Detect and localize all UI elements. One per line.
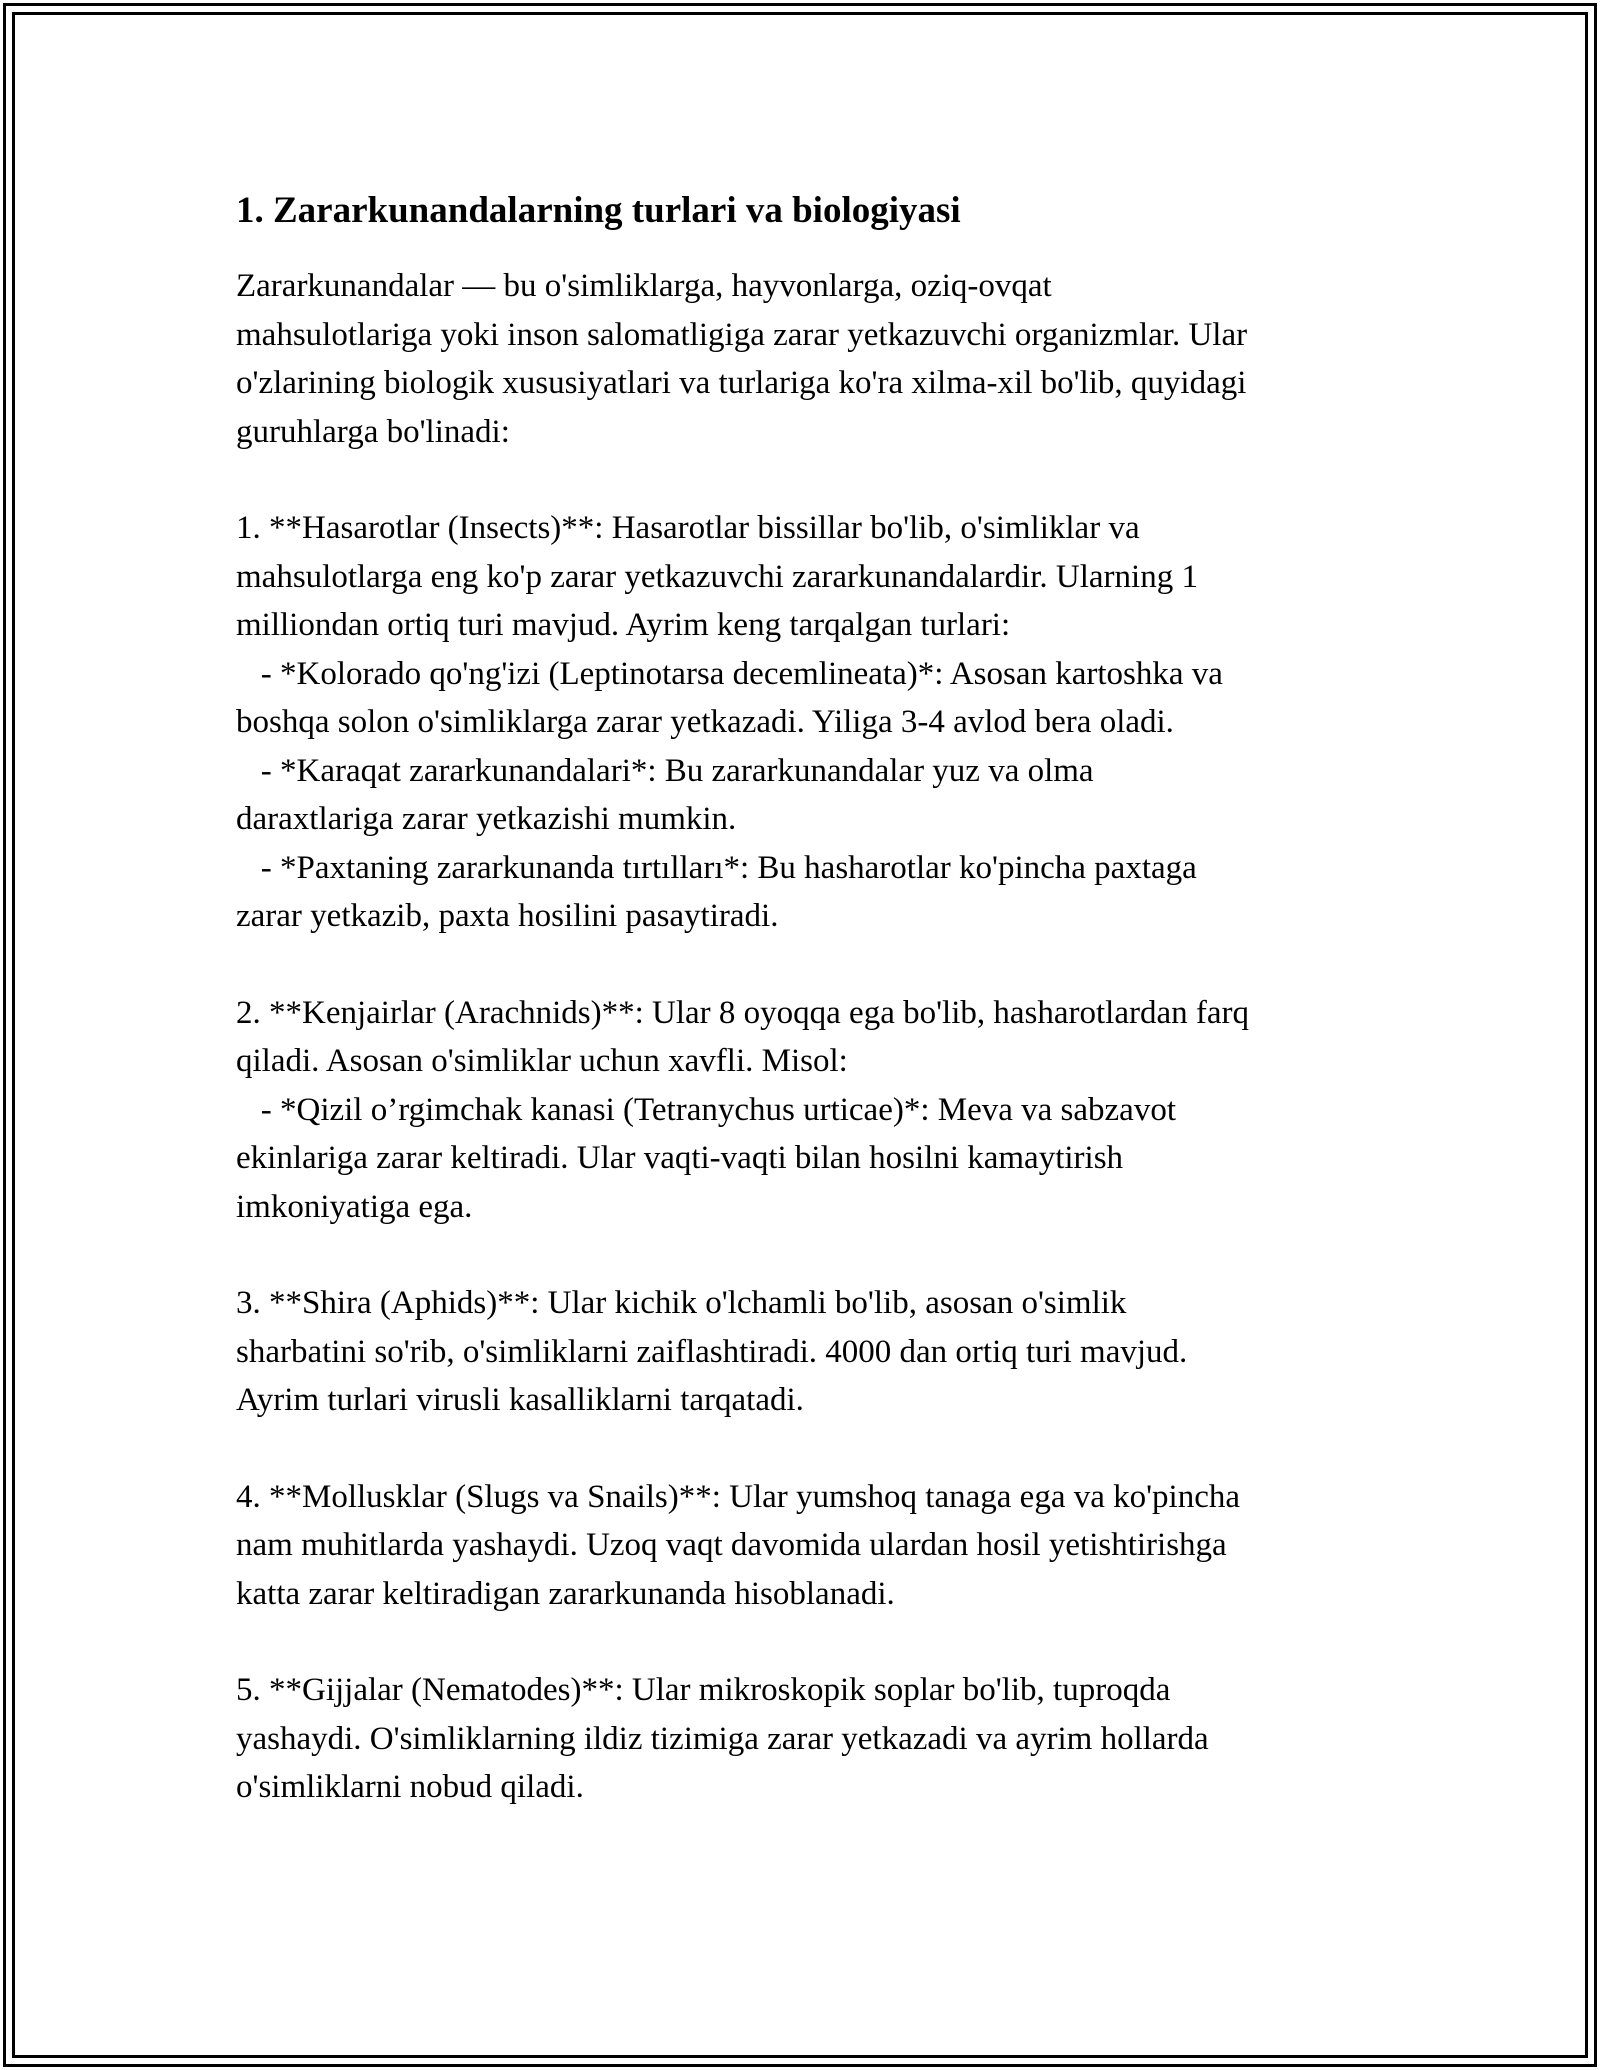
text-line: - *Kolorado qo'ng'izi (Leptinotarsa decemlineata)*: Asosan kartoshka va bbox=[236, 655, 1223, 692]
document-body bbox=[236, 186, 1376, 1860]
text-line: mahsulotlariga yoki inson salomatligiga zarar yetkazuvchi organizmlar. Ular bbox=[236, 316, 1248, 353]
paragraph bbox=[236, 1279, 1376, 1425]
text-line: - *Qizil o’rgimchak kanasi (Tetranychus urticae)*: Meva va sabzavot bbox=[236, 1091, 1176, 1128]
text-line: milliondan ortiq turi mavjud. Ayrim keng tarqalgan turlari: bbox=[236, 607, 1011, 643]
text-line: 3. **Shira (Aphids)**: Ular kichik o'lchamli bo'lib, asosan o'simlik bbox=[236, 1285, 1127, 1321]
text-line: 2. **Kenjairlar (Arachnids)**: Ular 8 oyoqqa ega bo'lib, hasharotlardan farq bbox=[236, 994, 1250, 1031]
text-line: ekinlariga zarar keltiradi. Ular vaqti-vaqti bilan hosilni kamaytirish bbox=[236, 1140, 1124, 1176]
text-line: 5. **Gijjalar (Nematodes)**: Ular mikroskopik soplar bo'lib, tuproqda bbox=[236, 1672, 1171, 1708]
text-line: yashaydi. O'simliklarning ildiz tizimiga zarar yetkazadi va ayrim hollarda bbox=[236, 1720, 1209, 1757]
text-line: Zararkunandalar — bu o'simliklarga, hayvonlarga, oziq-ovqat bbox=[236, 268, 1052, 304]
text-line: katta zarar keltiradigan zararkunanda hisoblanadi. bbox=[236, 1575, 895, 1612]
paragraph bbox=[236, 504, 1376, 941]
text-line: o'simliklarni nobud qiladi. bbox=[236, 1769, 584, 1805]
text-line: boshqa solon o'simliklarga zarar yetkazadi. Yiliga 3-4 avlod bera oladi. bbox=[236, 704, 1174, 740]
paragraph bbox=[236, 1473, 1376, 1619]
text-line: guruhlarga bo'linadi: bbox=[236, 413, 510, 450]
text-line: qiladi. Asosan o'simliklar uchun xavfli. Misol: bbox=[236, 1043, 848, 1079]
text-line: mahsulotlarga eng ko'p zarar yetkazuvchi zararkunandalardir. Ularning 1 bbox=[236, 558, 1198, 595]
paragraph bbox=[236, 262, 1376, 456]
text-line: o'zlarining biologik xususiyatlari va turlariga ko'ra xilma-xil bo'lib, quyidagi bbox=[236, 365, 1247, 401]
text-line: 1. **Hasarotlar (Insects)**: Hasarotlar bissillar bo'lib, o'simliklar va bbox=[236, 510, 1140, 546]
paragraph bbox=[236, 989, 1376, 1232]
text-line: - *Paxtaning zararkunanda tırtılları*: Bu hasharotlar ko'pincha paxtaga bbox=[236, 849, 1197, 886]
text-line: sharbatini so'rib, o'simliklarni zaiflashtiradi. 4000 dan ortiq turi mavjud. bbox=[236, 1333, 1188, 1370]
paragraph-list bbox=[236, 262, 1376, 1812]
text-line: imkoniyatiga ega. bbox=[236, 1188, 473, 1225]
paragraph bbox=[236, 1666, 1376, 1812]
text-line: Ayrim turlari virusli kasalliklarni tarqatadi. bbox=[236, 1382, 804, 1418]
text-line: 4. **Mollusklar (Slugs va Snails)**: Ular yumshoq tanaga ega va ko'pincha bbox=[236, 1478, 1241, 1515]
section-heading: 1. Zararkunandalarning turlari va biologiyasi bbox=[236, 190, 961, 231]
text-line: - *Karaqat zararkunandalari*: Bu zararkunandalar yuz va olma bbox=[236, 752, 1094, 789]
text-line: daraxtlariga zarar yetkazishi mumkin. bbox=[236, 801, 737, 837]
text-line: nam muhitlarda yashaydi. Uzoq vaqt davomida ulardan hosil yetishtirishga bbox=[236, 1527, 1227, 1563]
text-line: zarar yetkazib, paxta hosilini pasaytiradi. bbox=[236, 898, 779, 934]
